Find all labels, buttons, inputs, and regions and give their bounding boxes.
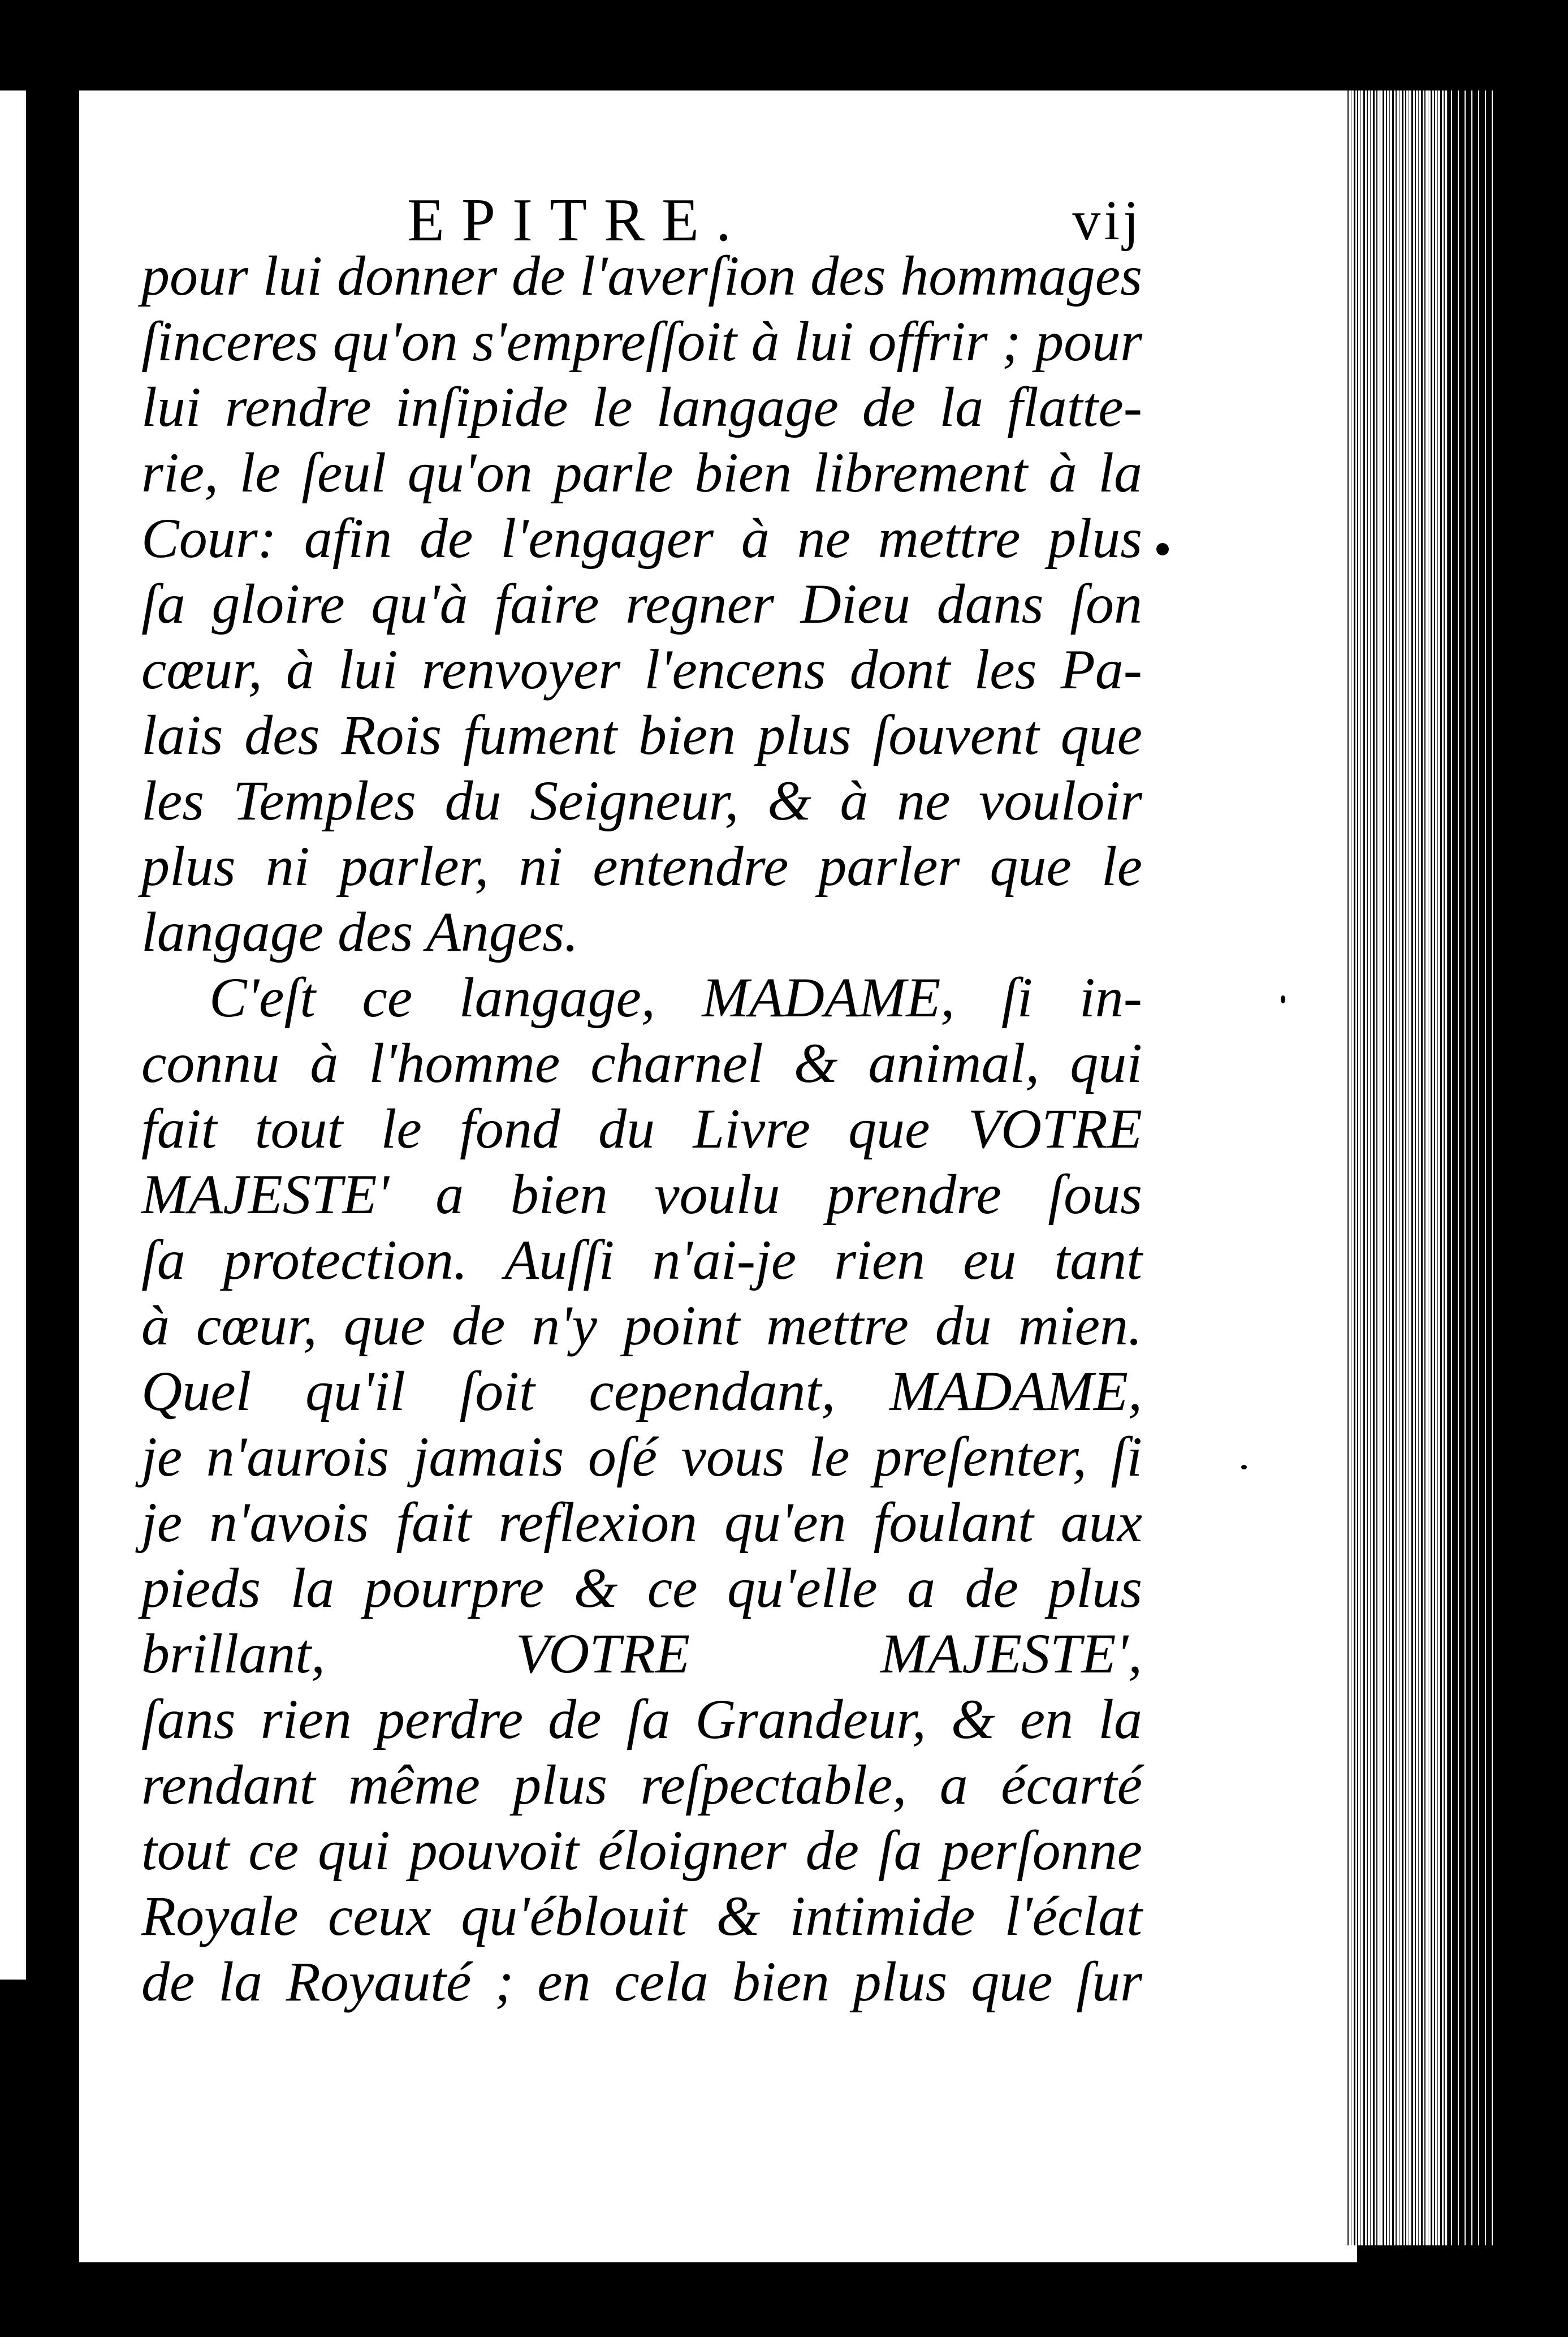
ink-speck: [1156, 543, 1169, 555]
ink-speck: [1281, 995, 1285, 1003]
text-line: Royale ceux qu'éblouit & intimide l'éclat: [141, 1885, 1142, 1947]
text-line: je n'aurois jamais oſé vous le preſenter, ſi: [141, 1425, 1142, 1488]
text-line: MAJESTE' a bien voulu prendre ſous: [141, 1163, 1142, 1226]
text-line: fait tout le fond du Livre que VOTRE: [141, 1097, 1142, 1160]
text-line: à cœur, que de n'y point mettre du mien.: [141, 1294, 1142, 1357]
text-line: ſa gloire qu'à faire regner Dieu dans ſon: [141, 572, 1142, 635]
page-block-edges: [1346, 90, 1493, 2245]
text-line: brillant, VOTRE MAJESTE',: [141, 1622, 1142, 1685]
text-line: pour lui donner de l'averſion des hommages: [141, 244, 1142, 307]
body-text: [141, 243, 1142, 2015]
text-line: les Temples du Seigneur, & à ne vouloir: [141, 769, 1142, 832]
text-line: pieds la pourpre & ce qu'elle a de plus: [141, 1556, 1142, 1619]
text-line: je n'avois fait reflexion qu'en foulant aux: [141, 1491, 1142, 1554]
running-head-title: EPITRE.: [407, 187, 748, 254]
text-line: Quel qu'il ſoit cependant, MADAME,: [141, 1360, 1142, 1422]
text-line: lais des Rois fument bien plus ſouvent que: [141, 704, 1142, 766]
page-number: vij: [1072, 189, 1142, 252]
facing-page-edge: [0, 90, 26, 1980]
text-line: langage des Anges.: [141, 900, 579, 963]
text-line: cœur, à lui renvoyer l'encens dont les Pa-: [141, 638, 1142, 701]
text-line: ſa protection. Auſſi n'ai-je rien eu tant: [141, 1228, 1142, 1291]
text-line: ſans rien perdre de ſa Grandeur, & en la: [141, 1688, 1142, 1750]
text-line: Cour: afin de l'engager à ne mettre plus: [141, 507, 1142, 570]
text-line: plus ni parler, ni entendre parler que le: [141, 835, 1142, 898]
text-line: lui rendre inſipide le langage de la flatte-: [141, 376, 1142, 438]
text-line: de la Royauté ; en cela bien plus que ſur: [141, 1950, 1142, 2013]
ink-speck: [1241, 1465, 1247, 1469]
text-line: ſinceres qu'on s'empreſſoit à lui offrir ; pour: [141, 310, 1142, 373]
text-line: rie, le ſeul qu'on parle bien librement à la: [141, 441, 1142, 504]
text-line: C'eſt ce langage, MADAME, ſi in-: [209, 966, 1142, 1029]
text-line: connu à l'homme charnel & animal, qui: [141, 1032, 1142, 1094]
text-line: tout ce qui pouvoit éloigner de ſa perſonne: [141, 1819, 1142, 1882]
text-line: rendant même plus reſpectable, a écarté: [141, 1753, 1142, 1816]
